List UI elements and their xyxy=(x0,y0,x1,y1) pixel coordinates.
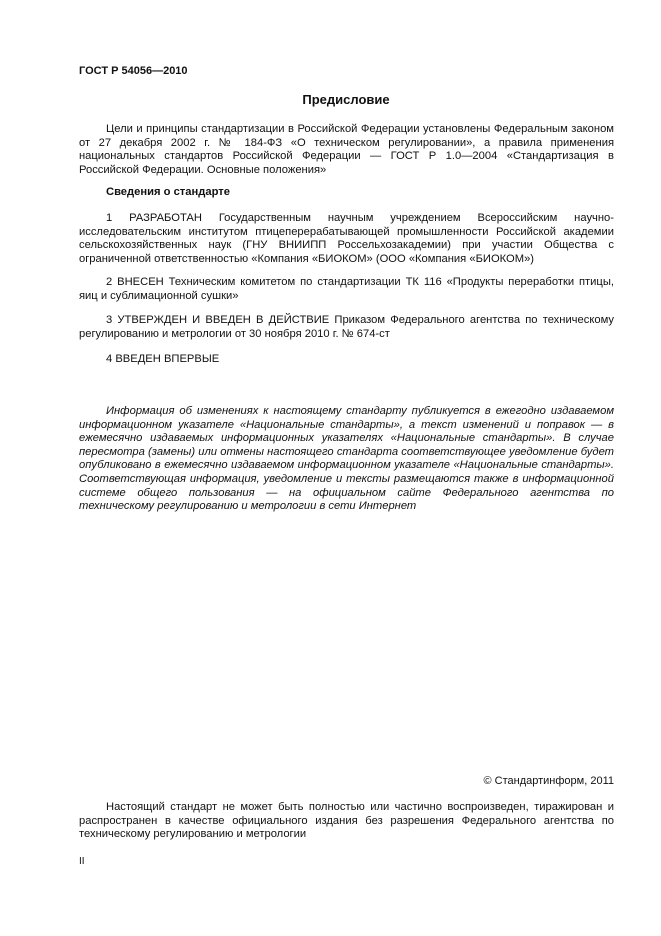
info-heading: Сведения о стандарте xyxy=(106,186,230,198)
copyright-line: © Стандартинформ, 2011 xyxy=(483,775,614,787)
standard-header: ГОСТ Р 54056—2010 xyxy=(79,65,188,77)
item-approved: 3 УТВЕРЖДЕН И ВВЕДЕН В ДЕЙСТВИЕ Приказом Федерального агентства по техническому регулированию и метрологии от 30 ноября 2010 г. № 674-ст xyxy=(79,314,614,340)
item-developed: 1 РАЗРАБОТАН Государственным научным учреждением Всероссийским научно-исследовательским институтом птицеперерабатывающей промышленности Российской академии сельскохозяйственных наук (ГНУ ВНИИПП Россельхозакадемии) при участии Общества с ограниченной ответственностью «Компания «БИОКОМ» (ООО «Компания «БИОКОМ») xyxy=(79,212,614,265)
notice-paragraph: Информация об изменениях к настоящему стандарту публикуется в ежегодно издаваемом информационном указателе «Национальные стандарты», а текст изменений и поправок — в ежемесячно издаваемых информационных указателях «Национальные стандарты». В случае пересмотра (замены) или отмены настоящего стандарта соответствующее уведомление будет опубликовано в ежемесячно издаваемом информационном указателе «Национальные стандарты». Соответствующая информация, уведомление и тексты размещаются также в информационной системе общего пользования — на официальном сайте Федерального агентства по техническому регулированию и метрологии в сети Интернет xyxy=(79,405,614,513)
intro-paragraph: Цели и принципы стандартизации в Российской Федерации установлены Федеральным законом от 27 декабря 2002 г. № 184-ФЗ «О техническом регулировании», а правила применения национальных стандартов Российской Федерации — ГОСТ Р 1.0—2004 «Стандартизация в Российской Федерации. Основные положения» xyxy=(79,123,614,176)
item-introduced: 4 ВВЕДЕН ВПЕРВЫЕ xyxy=(106,353,220,365)
item-submitted: 2 ВНЕСЕН Техническим комитетом по стандартизации ТК 116 «Продукты переработки птицы, яиц и сублимационной сушки» xyxy=(79,276,614,302)
page-number: II xyxy=(79,856,85,867)
page-title: Предисловие xyxy=(302,92,390,107)
rights-paragraph: Настоящий стандарт не может быть полностью или частично воспроизведен, тиражирован и распространен в качестве официального издания без разрешения Федерального агентства по техническому регулированию и метрологии xyxy=(79,801,614,841)
